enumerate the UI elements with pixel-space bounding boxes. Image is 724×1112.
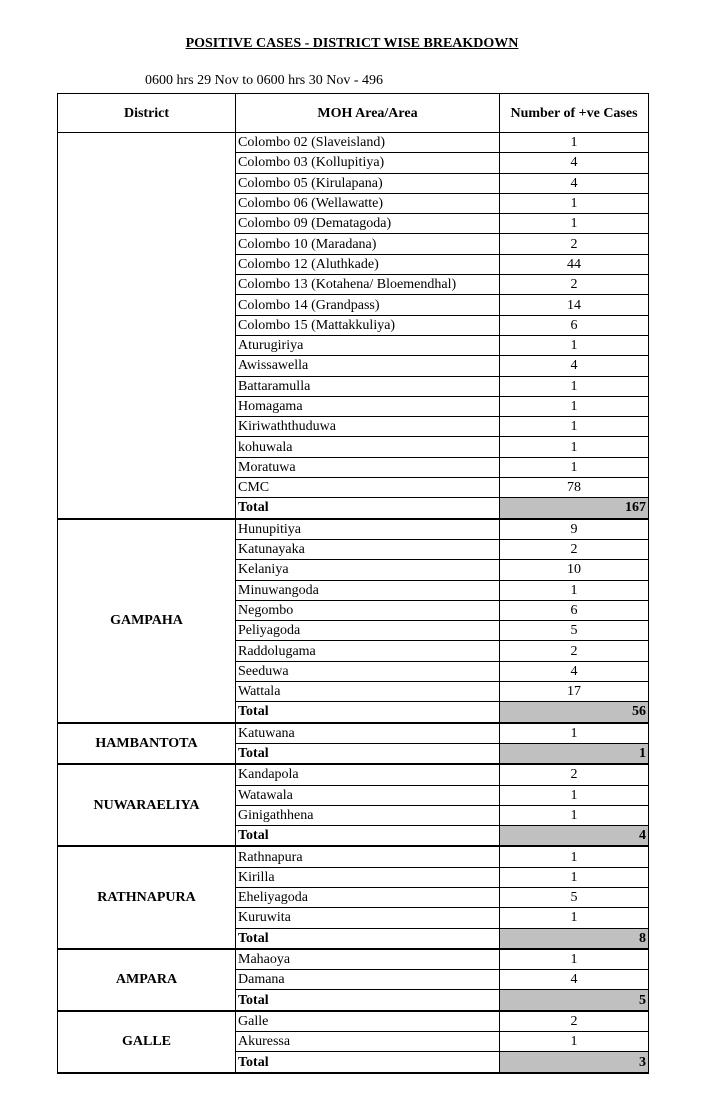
moh-area: Ginigathhena	[236, 805, 500, 825]
moh-area: Colombo 13 (Kotahena/ Bloemendhal)	[236, 275, 500, 295]
moh-area: Wattala	[236, 682, 500, 702]
moh-area: Aturugiriya	[236, 335, 500, 355]
case-count: 1	[500, 949, 649, 970]
district-total-value: 1	[500, 743, 649, 764]
moh-area: Kirilla	[236, 867, 500, 887]
header-district: District	[58, 94, 236, 133]
moh-area: Colombo 14 (Grandpass)	[236, 295, 500, 315]
total-label: Total	[236, 1052, 500, 1073]
moh-area: Colombo 15 (Mattakkuliya)	[236, 315, 500, 335]
moh-area: Hunupitiya	[236, 519, 500, 540]
case-count: 2	[500, 275, 649, 295]
case-count: 4	[500, 970, 649, 990]
district-cases-table	[57, 93, 649, 1074]
case-count: 6	[500, 600, 649, 620]
moh-area: Awissawella	[236, 356, 500, 376]
case-count: 5	[500, 887, 649, 907]
table-header-row	[58, 94, 649, 133]
case-count: 1	[500, 846, 649, 867]
case-count: 1	[500, 376, 649, 396]
table-row	[58, 764, 649, 785]
total-label: Total	[236, 498, 500, 519]
moh-area: Colombo 09 (Dematagoda)	[236, 214, 500, 234]
total-label: Total	[236, 990, 500, 1011]
report-period: 0600 hrs 29 Nov to 0600 hrs 30 Nov - 496	[145, 73, 383, 88]
case-count: 2	[500, 764, 649, 785]
moh-area: Colombo 12 (Aluthkade)	[236, 254, 500, 274]
case-count: 4	[500, 153, 649, 173]
case-count: 1	[500, 335, 649, 355]
case-count: 2	[500, 1011, 649, 1032]
table-row	[58, 846, 649, 867]
case-count: 1	[500, 417, 649, 437]
case-count: 4	[500, 173, 649, 193]
case-count: 6	[500, 315, 649, 335]
case-count: 1	[500, 1032, 649, 1052]
case-count: 1	[500, 805, 649, 825]
case-count: 1	[500, 133, 649, 153]
district-total-value: 56	[500, 702, 649, 723]
moh-area: Mahaoya	[236, 949, 500, 970]
district-name	[58, 133, 236, 519]
header-case-count: Number of +ve Cases	[500, 94, 649, 133]
table-row	[58, 133, 649, 153]
moh-area: CMC	[236, 478, 500, 498]
moh-area: Galle	[236, 1011, 500, 1032]
case-count: 2	[500, 539, 649, 559]
district-name: AMPARA	[58, 949, 236, 1011]
district-name: NUWARAELIYA	[58, 764, 236, 846]
table-row	[58, 1011, 649, 1032]
district-total-value: 3	[500, 1052, 649, 1073]
moh-area: Damana	[236, 970, 500, 990]
case-count: 5	[500, 621, 649, 641]
district-total-value: 4	[500, 826, 649, 847]
case-count: 1	[500, 193, 649, 213]
case-count: 1	[500, 437, 649, 457]
moh-area: Eheliyagoda	[236, 887, 500, 907]
moh-area: Kiriwaththuduwa	[236, 417, 500, 437]
case-count: 44	[500, 254, 649, 274]
district-name: RATHNAPURA	[58, 846, 236, 948]
moh-area: Colombo 05 (Kirulapana)	[236, 173, 500, 193]
district-total-value: 8	[500, 928, 649, 949]
moh-area: Peliyagoda	[236, 621, 500, 641]
case-count: 2	[500, 641, 649, 661]
case-count: 1	[500, 908, 649, 928]
moh-area: Rathnapura	[236, 846, 500, 867]
case-count: 1	[500, 396, 649, 416]
table-row	[58, 949, 649, 970]
moh-area: Katunayaka	[236, 539, 500, 559]
moh-area: Kelaniya	[236, 560, 500, 580]
district-total-value: 167	[500, 498, 649, 519]
total-label: Total	[236, 826, 500, 847]
moh-area: Colombo 03 (Kollupitiya)	[236, 153, 500, 173]
table-row	[58, 519, 649, 540]
case-count: 9	[500, 519, 649, 540]
case-count: 4	[500, 356, 649, 376]
case-count: 17	[500, 682, 649, 702]
moh-area: Homagama	[236, 396, 500, 416]
district-total-value: 5	[500, 990, 649, 1011]
table-row	[58, 723, 649, 744]
table-body	[58, 133, 649, 1073]
moh-area: Moratuwa	[236, 457, 500, 477]
total-label: Total	[236, 702, 500, 723]
moh-area: Katuwana	[236, 723, 500, 744]
header-moh-area: MOH Area/Area	[236, 94, 500, 133]
moh-area: Raddolugama	[236, 641, 500, 661]
moh-area: Negombo	[236, 600, 500, 620]
case-count: 1	[500, 723, 649, 744]
case-count: 1	[500, 214, 649, 234]
case-count: 2	[500, 234, 649, 254]
case-count: 1	[500, 867, 649, 887]
district-name: GAMPAHA	[58, 519, 236, 723]
moh-area: Battaramulla	[236, 376, 500, 396]
case-count: 14	[500, 295, 649, 315]
case-count: 10	[500, 560, 649, 580]
moh-area: Seeduwa	[236, 661, 500, 681]
case-count: 1	[500, 580, 649, 600]
case-count: 1	[500, 785, 649, 805]
moh-area: kohuwala	[236, 437, 500, 457]
total-label: Total	[236, 928, 500, 949]
moh-area: Colombo 02 (Slaveisland)	[236, 133, 500, 153]
district-name: GALLE	[58, 1011, 236, 1073]
case-count: 78	[500, 478, 649, 498]
case-count: 1	[500, 457, 649, 477]
moh-area: Kandapola	[236, 764, 500, 785]
moh-area: Akuressa	[236, 1032, 500, 1052]
district-name: HAMBANTOTA	[58, 723, 236, 765]
moh-area: Colombo 06 (Wellawatte)	[236, 193, 500, 213]
moh-area: Minuwangoda	[236, 580, 500, 600]
document-title: POSITIVE CASES - DISTRICT WISE BREAKDOWN	[185, 36, 519, 51]
moh-area: Kuruwita	[236, 908, 500, 928]
moh-area: Colombo 10 (Maradana)	[236, 234, 500, 254]
case-count: 4	[500, 661, 649, 681]
total-label: Total	[236, 743, 500, 764]
moh-area: Watawala	[236, 785, 500, 805]
